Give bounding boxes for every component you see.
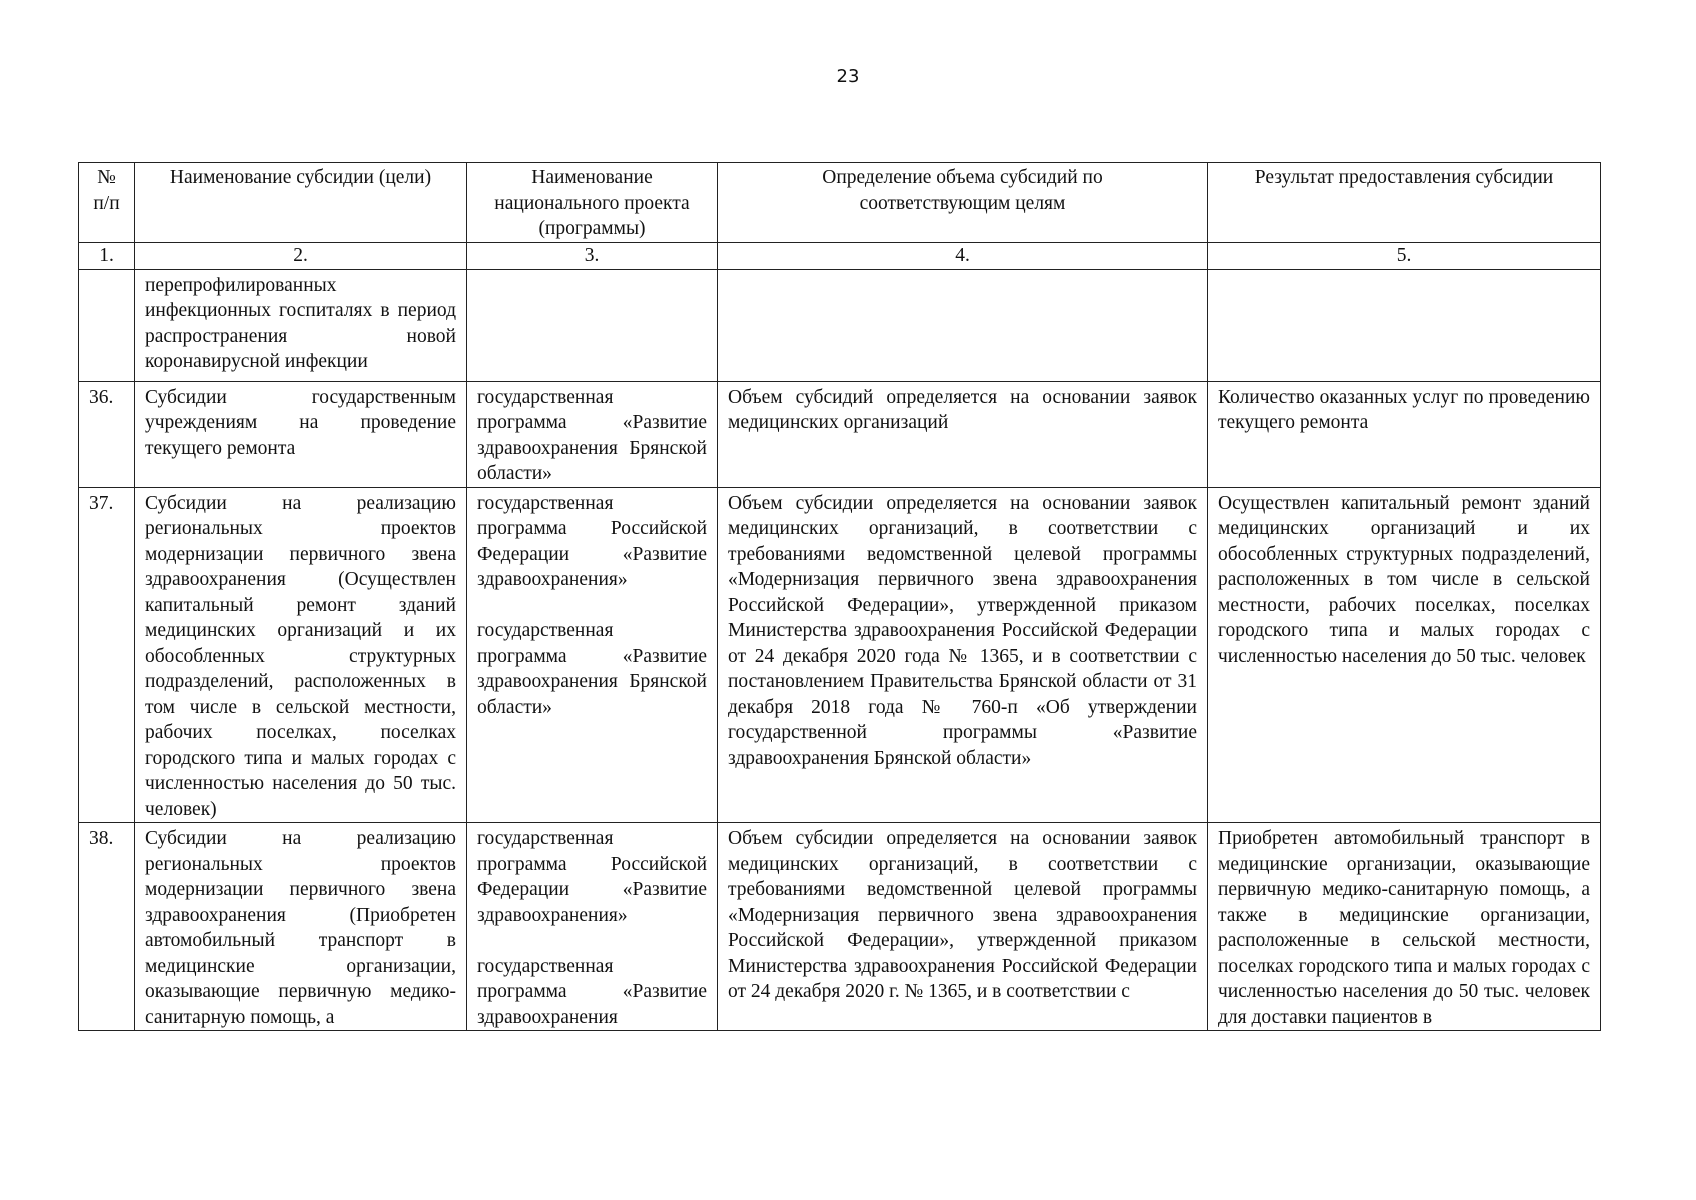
column-number-2: 2. [135, 242, 467, 269]
row-national-project [467, 823, 718, 1031]
header-national-project: Наименование национального проекта (программы) [467, 163, 718, 243]
column-number-5: 5. [1208, 242, 1601, 269]
row-volume-determination: Объем субсидии определяется на основании заявок медицинских организаций, в соответствии с требованиями ведомственной целевой программы «Модернизация первичного звена здравоохранения Российской Федерации», утвержденной приказом Министерства здравоохранения Российской Федерации от 24 декабря 2020 года № 1365, и в соответствии с постановлением Правительства Брянской области от 31 декабря 2018 года № 760-п «Об утверждении государственной программы «Развитие здравоохранения Брянской области» [718, 487, 1208, 823]
row-number: 37. [79, 487, 135, 823]
row-result: Приобретен автомобильный транспорт в медицинские организации, оказывающие первичную медико-санитарную помощь, а также в медицинские организации, расположенные в сельской местности, поселках городского типа и малых городах с численностью населения до 50 тыс. человек для доставки пациентов в [1208, 823, 1601, 1031]
table-row [79, 823, 1601, 1031]
project-regional: государственная программа «Развитие здравоохранения [477, 955, 707, 1028]
row-volume-determination: Объем субсидий определяется на основании заявок медицинских организаций [718, 381, 1208, 487]
column-number-4: 4. [718, 242, 1208, 269]
row-number: 38. [79, 823, 135, 1031]
table-row [79, 269, 1601, 381]
row-result: Количество оказанных услуг по проведению текущего ремонта [1208, 381, 1601, 487]
header-number: № п/п [79, 163, 135, 243]
row-result [1208, 269, 1601, 381]
header-subsidy-name: Наименование субсидии (цели) [135, 163, 467, 243]
row-national-project [467, 381, 718, 487]
table-row [79, 487, 1601, 823]
row-subsidy-name: Субсидии на реализацию региональных проектов модернизации первичного звена здравоохранения (Осуществлен капитальный ремонт зданий медицинских организаций и их обособленных структурных подразделений, расположенных в том числе в сельской местности, рабочих поселках, поселках городского типа и малых городах с численностью населения до 50 тыс. человек) [135, 487, 467, 823]
project-spacer [477, 593, 707, 619]
project-spacer [477, 928, 707, 954]
header-row [79, 163, 1601, 243]
row-subsidy-name: Субсидии государственным учреждениям на проведение текущего ремонта [135, 381, 467, 487]
row-number: 36. [79, 381, 135, 487]
project-federal: государственная программа Российской Федерации «Развитие здравоохранения» [477, 492, 707, 590]
row-subsidy-name: перепрофилированных инфекционных госпиталях в период распространения новой коронавирусной инфекции [135, 269, 467, 381]
page-number: 23 [836, 66, 860, 87]
column-numbers-row [79, 242, 1601, 269]
row-result: Осуществлен капитальный ремонт зданий медицинских организаций и их обособленных структурных подразделений, расположенных в том числе в сельской местности, рабочих поселках, поселках городского типа и малых городах с численностью населения до 50 тыс. человек [1208, 487, 1601, 823]
subsidies-table [78, 162, 1601, 1031]
header-result: Результат предоставления субсидии [1208, 163, 1601, 243]
project-federal: государственная программа Российской Федерации «Развитие здравоохранения» [477, 828, 707, 926]
column-number-1: 1. [79, 242, 135, 269]
header-volume-determination: Определение объема субсидий по соответствующим целям [718, 163, 1208, 243]
row-national-project [467, 487, 718, 823]
table-row [79, 381, 1601, 487]
row-volume-determination [718, 269, 1208, 381]
project-regional: государственная программа «Развитие здравоохранения Брянской области» [477, 620, 707, 718]
row-volume-determination: Объем субсидии определяется на основании заявок медицинских организаций, в соответствии с требованиями ведомственной целевой программы «Модернизация первичного звена здравоохранения Российской Федерации», утвержденной приказом Министерства здравоохранения Российской Федерации от 24 декабря 2020 г. № 1365, и в соответствии с [718, 823, 1208, 1031]
row-national-project [467, 269, 718, 381]
column-number-3: 3. [467, 242, 718, 269]
project-primary: государственная программа «Развитие здравоохранения Брянской области» [477, 386, 707, 484]
row-subsidy-name: Субсидии на реализацию региональных проектов модернизации первичного звена здравоохранения (Приобретен автомобильный транспорт в медицинские организации, оказывающие первичную медико-санитарную помощь, а [135, 823, 467, 1031]
row-number [79, 269, 135, 381]
